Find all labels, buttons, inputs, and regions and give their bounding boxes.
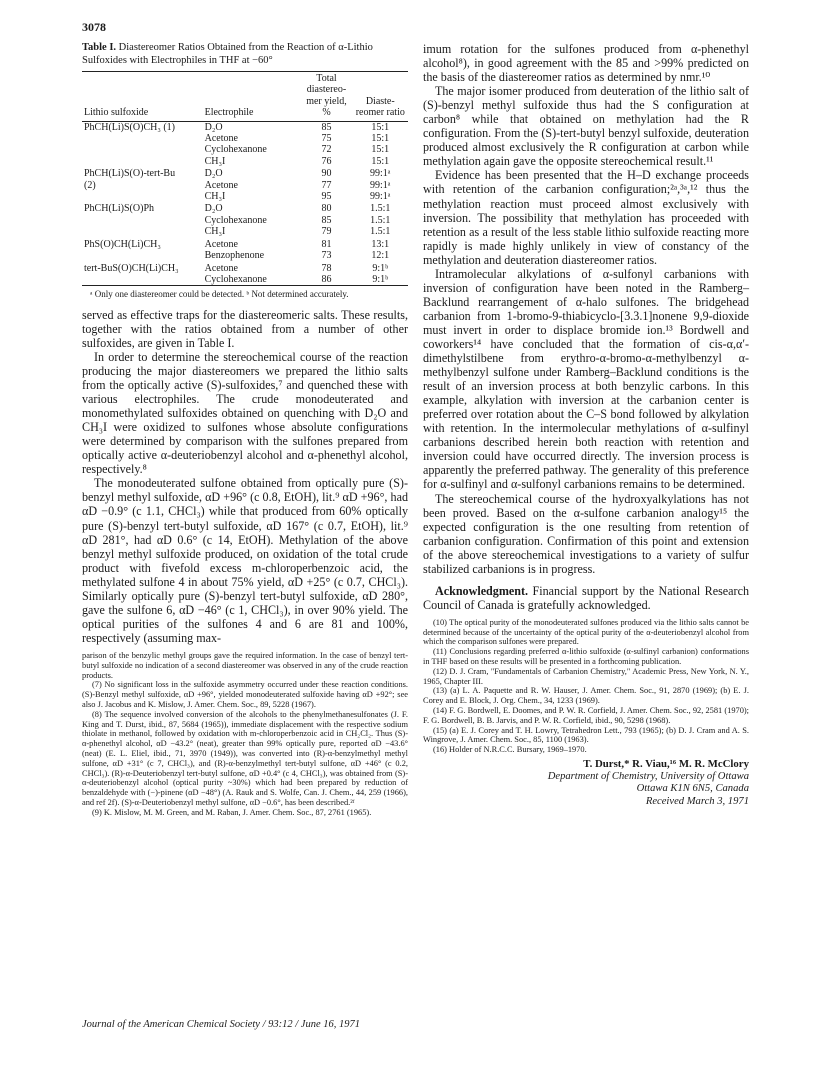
body-paragraph: Intramolecular alkylations of α-sulfonyl carbanions with inversion of configuration have been noted in the Ramberg–Backlund rearrangement of α-halo sulfones. The bridgehead carbanion from 1-bromo-9-thiabicyclo-[3.3.1]nonene 9,9-dioxide must invert in order to displace bromide ion.¹³ Bordwell and coworkers¹⁴ have concluded that the formation of cis-α,α′-dimethylstilbene from erythro-α-bromo-α-methylbenzyl α-methylbenzyl sulfone under Ramberg–Backlund conditions is the result of an inversion process at both benzylic carbons. In this example, alkylation with inversion at the carbanion center is preferred over rotation about the C–S bond followed by alkylation with retention. In the intermolecular methylations of α-sulfinyl carbanions described herein both reaction with retention and inversion could have occurred directly. The inversion process is apparently the preferred pathway. The generality of this preference for α-sulfinyl and α-sulfonyl carbanions remains to be determined. (423, 266, 749, 492)
table-row (82, 250, 408, 261)
footnote: parison of the benzylic methyl groups gave the required information. In the case of benzyl tert-butyl sulfoxide no indication of a second diastereomer was observed in any of the crude reaction products. (82, 650, 408, 680)
cell-ratio: 15:1 (371, 144, 390, 156)
cell-ratio: 15:1 (371, 133, 390, 145)
cell-ratio: 1.5:1 (370, 214, 391, 226)
right-body-text (423, 42, 749, 576)
cell-sulfoxide (82, 156, 203, 167)
acknowledgment-label: Acknowledgment. (435, 583, 529, 598)
body-paragraph: The stereochemical course of the hydroxyalkylations has not been proved. Based on the α-sulfone carbanion analogy¹⁵ the expected configuration is the one resulting from retention of carbanion configuration. Confirmation of this point and extension of the above stereochemical investigations to a variety of sulfur stabilized carbanions is in progress. (423, 491, 749, 576)
cell-yield: 77 (321, 179, 332, 191)
cell-electrophile: Acetone (204, 179, 238, 191)
acknowledgment-text: Financial support by the National Research Council of Canada is gratefully acknowledged. (423, 583, 749, 612)
cell-electrophile: Cyclohexanone (204, 144, 267, 156)
diastereomer-table (82, 71, 408, 286)
cell-sulfoxide (82, 191, 203, 202)
table-footnote: ᵃ Only one diastereomer could be detected. ᵇ Not determined accurately. (90, 289, 349, 300)
cell-yield: 75 (321, 133, 332, 145)
cell-ratio: 15:1 (371, 155, 390, 167)
body-paragraph: Evidence has been presented that the H–D exchange proceeds with retention of the carbanion configuration;²ᵃ,³ᵃ,¹² thus the methylation reaction must proceed almost exclusively with inversion. The possibility that methylation has proceeded with retention as a result of the less stable lithio sulfoxide reacting more rapidly is made highly unlikely in view of constancy of the methylation and deuteration diastereomer ratios. (423, 168, 749, 267)
table-row (82, 262, 408, 274)
table-row (82, 215, 408, 226)
col-header-sulfoxide: Lithio sulfoxide (84, 107, 149, 119)
cell-electrophile: CH₃I (204, 191, 226, 203)
body-paragraph: served as effective traps for the diastereomeric salts. These results, together with the ratios obtained from a number of other sulfoxides, are given in Table I. (82, 307, 408, 350)
cell-sulfoxide: PhS(O)CH(Li)CH₃ (84, 238, 161, 250)
footnote: (11) Conclusions regarding preferred α-lithio sulfoxide (α-sulfinyl carbanion) conformations in THF based on these results will be presented in a forthcoming publication. (423, 647, 749, 667)
cell-yield: 95 (321, 191, 332, 203)
cell-electrophile: D₂O (204, 168, 223, 180)
cell-yield: 90 (321, 168, 332, 180)
cell-ratio: 9:1ᵇ (372, 262, 389, 274)
footnote: (16) Holder of N.R.C.C. Bursary, 1969–1970. (433, 745, 587, 755)
cell-ratio: 1.5:1 (370, 203, 391, 215)
cell-ratio: 99:1ᵃ (370, 179, 391, 191)
left-footnotes (82, 651, 408, 818)
table-caption-label: Table I. (82, 42, 117, 53)
footnote: (14) F. G. Bordwell, E. Doomes, and P. W. R. Corfield, J. Amer. Chem. Soc., 92, 2581 (1970); F. G. Bordwell, B. B. Jarvis, and P. W. R. Corfield, ibid., 90, 5298 (1968). (423, 706, 749, 725)
cell-sulfoxide (82, 133, 203, 144)
cell-yield: 73 (321, 250, 332, 262)
cell-sulfoxide (82, 274, 203, 286)
page-number: 3078 (82, 20, 106, 34)
footnote: (10) The optical purity of the monodeuterated sulfones produced via the lithio salts cannot be determined because of the uncertainty of the optical purity of the α-deuteriobenzyl alcohol from which the comparison sulfones were prepared. (423, 617, 749, 647)
cell-yield: 78 (321, 262, 332, 274)
table-row (82, 180, 408, 191)
cell-sulfoxide: PhCH(Li)S(O)CH₃ (1) (84, 121, 175, 133)
table-body (82, 121, 408, 286)
body-paragraph: In order to determine the stereochemical course of the reaction producing the major diastereomers we prepared the lithio salts from the optically active (S)-sulfoxides,⁷ and quenched these with various electrophiles. The crude monodeuterated and monomethylated sulfoxides obtained on quenching with D₂O and CH₃I were oxidized to sulfones whose absolute configurations were determined by comparison with the sulfones prepared from optically active α-deuteriobenzyl alcohol and α-phenethyl alcohol, respectively.⁸ (82, 349, 408, 477)
cell-ratio: 15:1 (371, 121, 390, 133)
author-city: Ottawa K1N 6N5, Canada (636, 783, 749, 795)
author-department: Department of Chemistry, University of Ottawa (547, 770, 749, 782)
cell-yield: 86 (321, 273, 332, 285)
cell-ratio: 9:1ᵇ (372, 273, 389, 285)
cell-ratio: 13:1 (371, 238, 390, 250)
table-caption-text: Diastereomer Ratios Obtained from the Reaction of α-Lithio Sulfoxides with Electrophiles in THF at −60° (82, 42, 373, 66)
cell-electrophile: Benzophenone (204, 250, 265, 262)
cell-electrophile: D₂O (204, 121, 223, 133)
cell-yield: 76 (321, 155, 332, 167)
table-row (82, 274, 408, 286)
cell-ratio: 1.5:1 (370, 226, 391, 238)
table-row (82, 133, 408, 144)
right-column (423, 42, 749, 808)
left-body-text (82, 308, 408, 645)
journal-footer: Journal of the American Chemical Society / 93:12 / June 16, 1971 (82, 1019, 360, 1030)
footnote: (12) D. J. Cram, "Fundamentals of Carbanion Chemistry," Academic Press, New York, N. Y., 1965, Chapter III. (423, 666, 749, 686)
cell-yield: 80 (321, 203, 332, 215)
cell-yield: 85 (321, 214, 332, 226)
left-column (82, 42, 408, 817)
table-row (82, 238, 408, 250)
col-header-yield: Total diastereo-mer yield, % (306, 73, 347, 119)
table-row (82, 191, 408, 202)
table-caption (82, 42, 408, 67)
acknowledgment (423, 584, 749, 612)
table-row (82, 202, 408, 214)
cell-sulfoxide (82, 215, 203, 226)
cell-electrophile: Acetone (204, 133, 238, 145)
cell-ratio: 99:1ᵃ (370, 168, 391, 180)
cell-electrophile: D₂O (204, 203, 223, 215)
cell-yield: 72 (321, 144, 332, 156)
col-header-ratio: Diaste-reomer ratio (355, 95, 405, 119)
cell-electrophile: Acetone (204, 262, 238, 274)
cell-sulfoxide: PhCH(Li)S(O)-tert-Bu (84, 168, 176, 180)
table-row (82, 144, 408, 155)
cell-electrophile: CH₃I (204, 226, 226, 238)
footnote: (9) K. Mislow, M. M. Green, and M. Raban, J. Amer. Chem. Soc., 87, 2761 (1965). (92, 807, 372, 817)
cell-yield: 79 (321, 226, 332, 238)
col-header-electrophile: Electrophile (204, 107, 254, 119)
cell-electrophile: Cyclohexanone (204, 214, 267, 226)
table-row (82, 226, 408, 237)
cell-sulfoxide (82, 226, 203, 237)
cell-yield: 81 (321, 238, 332, 250)
footnote: (7) No significant loss in the sulfoxide asymmetry occurred under these reaction conditions. (S)-Benzyl methyl sulfoxide, αD +96°, yielded monodeuterated sulfoxide having αD +92°; see also J. Jacobus and K. Mislow, J. Amer. Chem. Soc., 89, 5228 (1967). (82, 680, 408, 709)
right-footnotes (423, 618, 749, 755)
cell-sulfoxide (82, 144, 203, 155)
cell-electrophile: CH₃I (204, 155, 226, 167)
cell-sulfoxide (82, 250, 203, 261)
author-block (423, 758, 749, 808)
footnote: (8) The sequence involved conversion of the alcohols to the phenylmethanesulfonates (J. F. King and T. Durst, ibid., 87, 5684 (1965)), immediate displacement with the respective sodium thiolate in methanol, followed by oxidation with m-chloroperbenzoic acid in CH₂Cl₂. Thus (S)-α-phenethyl alcohol, αD −43.2° (neat), greater than 99% optically pure, reported αD −43.6° (neat) (E. L. Eliel, ibid., 71, 3970 (1949)), was converted into (R)-α-benzylmethyl methyl sulfone, αD +31° (c 7, CHCl₃), and (R)-α-benzylmethyl tert-butyl sulfone, αD +46° (c 0.2, CHCl₃). (R)-α-Deuteriobenzyl tert-butyl sulfone, αD +0.4° (c 4, CHCl₃), was obtained from (S)-α-deuteriobenzyl alcohol (optical purity ~30%) which had been prepared by reduction of benzaldehyde with (−)-pinene (αD −48°) (A. Rauk and S. Wolfe, Can. J. Chem., 44, 259 (1966), and ref 2f). (S)-α-Deuteriobenzyl methyl sulfone, αD −0.6°, has been described.²ᶠ (82, 709, 408, 807)
cell-sulfoxide: tert-BuS(O)CH(Li)CH₃ (84, 262, 179, 274)
footnote: (13) (a) L. A. Paquette and R. W. Hauser, J. Amer. Chem. Soc., 91, 2870 (1969); (b) E. J. Corey and E. Block, J. Org. Chem., 34, 1233 (1969). (423, 686, 749, 706)
cell-yield: 85 (321, 121, 332, 133)
cell-electrophile: Acetone (204, 238, 238, 250)
cell-electrophile: Cyclohexanone (204, 273, 267, 285)
table-row (82, 121, 408, 133)
footnote: (15) (a) E. J. Corey and T. H. Lowry, Tetrahedron Lett., 793 (1965); (b) D. J. Cram and A. S. Wingrove, J. Amer. Chem. Soc., 85, 1100 (1963). (423, 725, 749, 745)
body-paragraph: The monodeuterated sulfone obtained from optically pure (S)-benzyl methyl sulfoxide, αD +96° (c 0.8, EtOH), lit.⁹ αD +96°, had αD −0.9° (c 1.1, CHCl₃) while that produced from 60% optically pure (S)-benzyl tert-butyl sulfoxide, αD 167° (c 0.7, EtOH), lit.⁹ αD 281°, had αD 0.6° (c 14, EtOH). Methylation of the above benzyl methyl sulfoxide produced, on oxidation of the total crude product with fivefold excess m-chloroperbenzoic acid, the methylated sulfone 4 in about 75% yield, αD +25° (c 0.7, CHCl₃). Similarly optically pure (S)-benzyl tert-butyl sulfoxide, αD 280°, gave the sulfone 6, αD −46° (c 1, CHCl₃), in over 90% yield. The optical purities of the sulfones 4 and 6 are 81 and 100%, respectively (assuming max- (82, 476, 408, 645)
received-date: Received March 3, 1971 (645, 795, 749, 807)
table-row (82, 167, 408, 179)
author-names: T. Durst,* R. Viau,¹⁶ M. R. McClory (583, 758, 749, 771)
cell-ratio: 99:1ᵃ (370, 191, 391, 203)
body-paragraph: The major isomer produced from deuteration of the lithio salt of (S)-benzyl methyl sulfoxide thus had the S configuration at carbon⁸ while that obtained on methylation had the R configuration. From the (S)-tert-butyl benzyl sulfoxide, deuteration produced almost exclusively the R configuration at carbon while methylation again gave the opposite stereochemical result.¹¹ (423, 84, 749, 169)
cell-sulfoxide: (2) (84, 179, 96, 191)
cell-sulfoxide: PhCH(Li)S(O)Ph (84, 203, 155, 215)
cell-ratio: 12:1 (371, 250, 390, 262)
table-row (82, 156, 408, 167)
body-paragraph: imum rotation for the sulfones produced from α-phenethyl alcohol⁸), in good agreement with the 85 and >99% predicted on the basis of the diastereomer ratios as determined by nmr.¹⁰ (423, 42, 749, 85)
